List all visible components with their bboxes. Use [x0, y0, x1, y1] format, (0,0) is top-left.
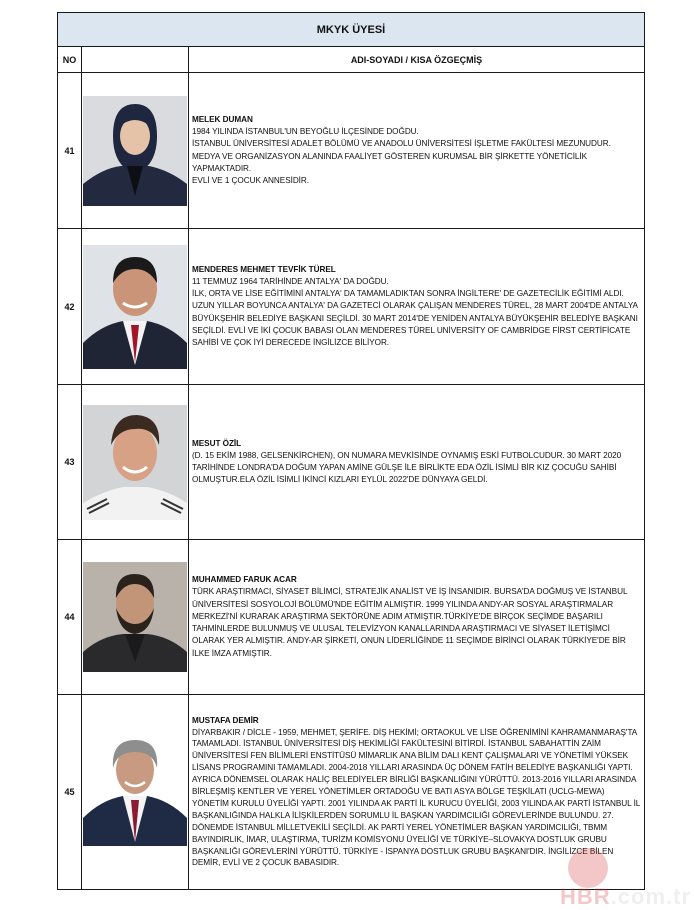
header-bio: ADI-SOYADI / KISA ÖZGEÇMİŞ — [350, 54, 483, 65]
member-name: MUSTAFA DEMİR — [192, 715, 259, 725]
portrait-man-suit-red-tie-icon — [83, 245, 187, 369]
member-photo — [83, 96, 187, 206]
member-photo — [83, 245, 187, 369]
bio-line: TÜRK ARAŞTIRMACI, SİYASET BİLİMCİ, STRATEJİK ANALİST VE İŞ İNSANIDIR. BURSA'DA DOĞMUŞ VE İSTANBUL ÜNİVERSİTESİ SOSYOLOJİ BÖLÜMÜ'NDE EĞİTİM ALMIŞTIR. 1999 YILINDA ANDY-AR SOSYAL ARAŞTIRMALAR MERKEZİ'Nİ KURARAK ARAŞTIRMA SEKTÖRÜNE ADIM ATMIŞTIR.TÜRKİYE'DE BİRÇOK SEÇİMDE BAŞARILI TAHMİNLERDE BULUNMUŞ VE ULUSAL TELEVİZYON KANALLARINDA ARAŞTIRMACI VE SİYASET İLETİŞİMCİ OLARAK YER ALMIŞTIR. ANDY-AR ŞİRKETİ, ONUN LİDERLİĞİNDE 11 SEÇİMDE BİRİNCİ OLARAK TÜRKİYE'DE BİR İLKE İMZA ATMIŞTIR. — [192, 587, 628, 658]
watermark-brand: HBR — [560, 884, 611, 909]
bio-line: 11 TEMMUZ 1964 TARİHİNDE ANTALYA' DA DOĞDU. — [192, 276, 389, 286]
table-row — [58, 229, 644, 385]
row-number: 42 — [58, 229, 82, 384]
member-bio — [192, 114, 641, 187]
photo-cell — [82, 73, 189, 228]
row-number: 45 — [58, 695, 82, 889]
bio-cell — [189, 73, 644, 228]
bio-line: MEDYA VE ORGANİZASYON ALANINDA FAALİYET GÖSTEREN KURUMSAL BİR ŞİRKETTE YÖNETİCİLİK YAPMAKTADIR. — [192, 151, 588, 173]
bio-line: DİYARBAKIR / DİCLE - 1959, MEHMET, ŞERİFE. DİŞ HEKİMİ; ORTAOKUL VE LİSE ÖĞRENİMİNİ KAHRAMANMARAŞ'TA TAMAMLADI. İSTANBUL ÜNİVERSİTESİ DİŞ HEKİMLİĞİ FAKÜLTESİNİ BİTİRDİ. İSTANBUL SABAHATTİN ZAİM ÜNİVERSİTESİ FEN BİLİMLERİ ENSTİTÜSÜ MİMARLIK ANA BİLİM DALI KENT ÇALIŞMALARI VE YÖNETİMİ YÜKSEK LİSANS PROGRAMINI TAMAMLADI. 2004-2018 YILLARI ARASINDA ÜÇ DÖNEM FATİH BELEDİYE BAŞKANLIĞI YAPTI. AYRICA DÖNEMSEL OLARAK HALİÇ BELEDİYELER BİRLİĞİ BAŞKANLIĞINI YÜRÜTTÜ. 2013-2016 YILLARI ARASINDA BİRLEŞMİŞ KENTLER VE YEREL YÖNETİMLER ORTADOĞU VE BATI ASYA BÖLGE TEŞKİLATI (UCLG-MEWA) YÖNETİM KURULU ÜYELİĞİ YAPTI. 2001 YILINDA AK PARTİ İL KURUCU ÜYELİĞİ, 2003 YILINDA AK PARTİ İSTANBUL İL BAŞKANLIĞINDA HALKLA İLİŞKİLERDEN SORUMLU İL BAŞKAN YARDIMCILIĞI GÖREVLERİNDE BULUNDU. 27. DÖNEMDE İSTANBUL MİLLETVEKİLİ SEÇİLDİ. AK PARTİ YEREL YÖNETİMLER BAŞKAN YARDIMCILIĞI, TBMM BAYINDIRLIK, İMAR, ULAŞTIRMA, TURİZM KOMİSYONU ÜYELİĞİ VE TÜRKİYE–SLOVAKYA DOSTLUK GRUBU BAŞKANLIĞI GÖREVLERİNİ YÜRÜTTÜ. TÜRKİYE - İSPANYA DOSTLUK GRUBU BAŞKANI'DIR. İNGİLİZCE BİLEN DEMİR, EVLİ VE 2 ÇOCUK BABASIDIR. — [192, 727, 640, 868]
header-no: NO — [58, 47, 82, 72]
member-photo — [83, 405, 187, 520]
portrait-woman-headscarf-icon — [83, 96, 187, 206]
photo-cell — [82, 385, 189, 539]
portrait-man-white-jersey-icon — [83, 405, 187, 520]
row-number: 44 — [58, 540, 82, 694]
watermark-domain: .com.tr — [610, 884, 692, 909]
member-name: MENDERES MEHMET TEVFİK TÜREL — [192, 264, 336, 274]
member-name: MESUT ÖZİL — [192, 438, 242, 448]
bio-line: İSTANBUL ÜNİVERSİTESİ ADALET BÖLÜMÜ VE ANADOLU ÜNİVERSİTESİ İŞLETME FAKÜLTESİ MEZUNUDUR. — [192, 139, 611, 149]
table-row — [58, 540, 644, 695]
bio-line: EVLİ VE 1 ÇOCUK ANNESİDİR. — [192, 175, 309, 185]
photo-cell — [82, 540, 189, 694]
member-bio — [192, 574, 641, 659]
bio-line: İLK, ORTA VE LİSE EĞİTİMİNİ ANTALYA' DA TAMAMLADIKTAN SONRA İNGİLTERE' DE GAZETECİLİK EĞİTİMİ ALDI. UZUN YILLAR BOYUNCA ANTALYA' DA GAZETECİ OLARAK ÇALIŞAN MENDERES TÜREL, 28 MART 2004'DE ANTALYA BÜYÜKŞEHİR BELEDİYE BAŞKANI SEÇİLDİ. 30 MART 2014'DE YENİDEN ANTALYA BÜYÜKŞEHİR BELEDİYE BAŞKANI SEÇİLDİ. EVLİ VE İKİ ÇOCUK BABASI OLAN MENDERES TÜREL UNİVERSİTY OF CAMBRİDGE FİRST CERTİFİCATE SAHİBİ VE ÇOK İYİ DERECEDE İNGİLİZCE BİLİYOR. — [192, 289, 638, 347]
bio-cell — [189, 540, 644, 694]
row-number: 43 — [58, 385, 82, 539]
member-photo — [83, 562, 187, 672]
member-photo — [83, 738, 187, 846]
member-name: MELEK DUMAN — [192, 114, 253, 124]
table-row — [58, 73, 644, 229]
a-logo-icon — [568, 848, 608, 888]
table-title: MKYK ÜYESİ — [58, 13, 644, 47]
bio-line: 1984 YILINDA İSTANBUL'UN BEYOĞLU İLÇESİNDE DOĞDU. — [192, 127, 419, 137]
portrait-man-grey-hair-suit-icon — [83, 738, 187, 846]
table-row — [58, 385, 644, 540]
row-number: 41 — [58, 73, 82, 228]
member-bio — [192, 438, 641, 487]
bio-cell — [189, 229, 644, 384]
photo-cell — [82, 695, 189, 889]
watermark-text — [560, 884, 691, 910]
table-header-row — [58, 47, 644, 73]
table-row — [58, 695, 644, 889]
bio-cell — [189, 385, 644, 539]
member-bio — [192, 715, 641, 870]
bio-line: (D. 15 EKİM 1988, GELSENKİRCHEN), ON NUMARA MEVKİSİNDE OYNAMIŞ ESKİ FUTBOLCUDUR. 30 MART 2020 TARİHİNDE LONDRA'DA DOĞUM YAPAN AMİNE GÜLŞE İLE BİRLİKTE EDA ÖZİL İSİMLİ BİR KIZ ÇOCUĞU SAHİBİ OLMUŞTUR.ELA ÖZİL İSİMLİ İKİNCİ KIZLARI EYLÜL 2022'DE DÜNYAYA GELDİ. — [192, 450, 622, 485]
header-photo — [82, 47, 189, 72]
hbr-watermark — [560, 848, 694, 909]
mkyk-member-table — [57, 12, 645, 890]
member-name: MUHAMMED FARUK ACAR — [192, 575, 297, 585]
portrait-man-beard-dark-jacket-icon — [83, 562, 187, 672]
member-bio — [192, 264, 641, 349]
photo-cell — [82, 229, 189, 384]
